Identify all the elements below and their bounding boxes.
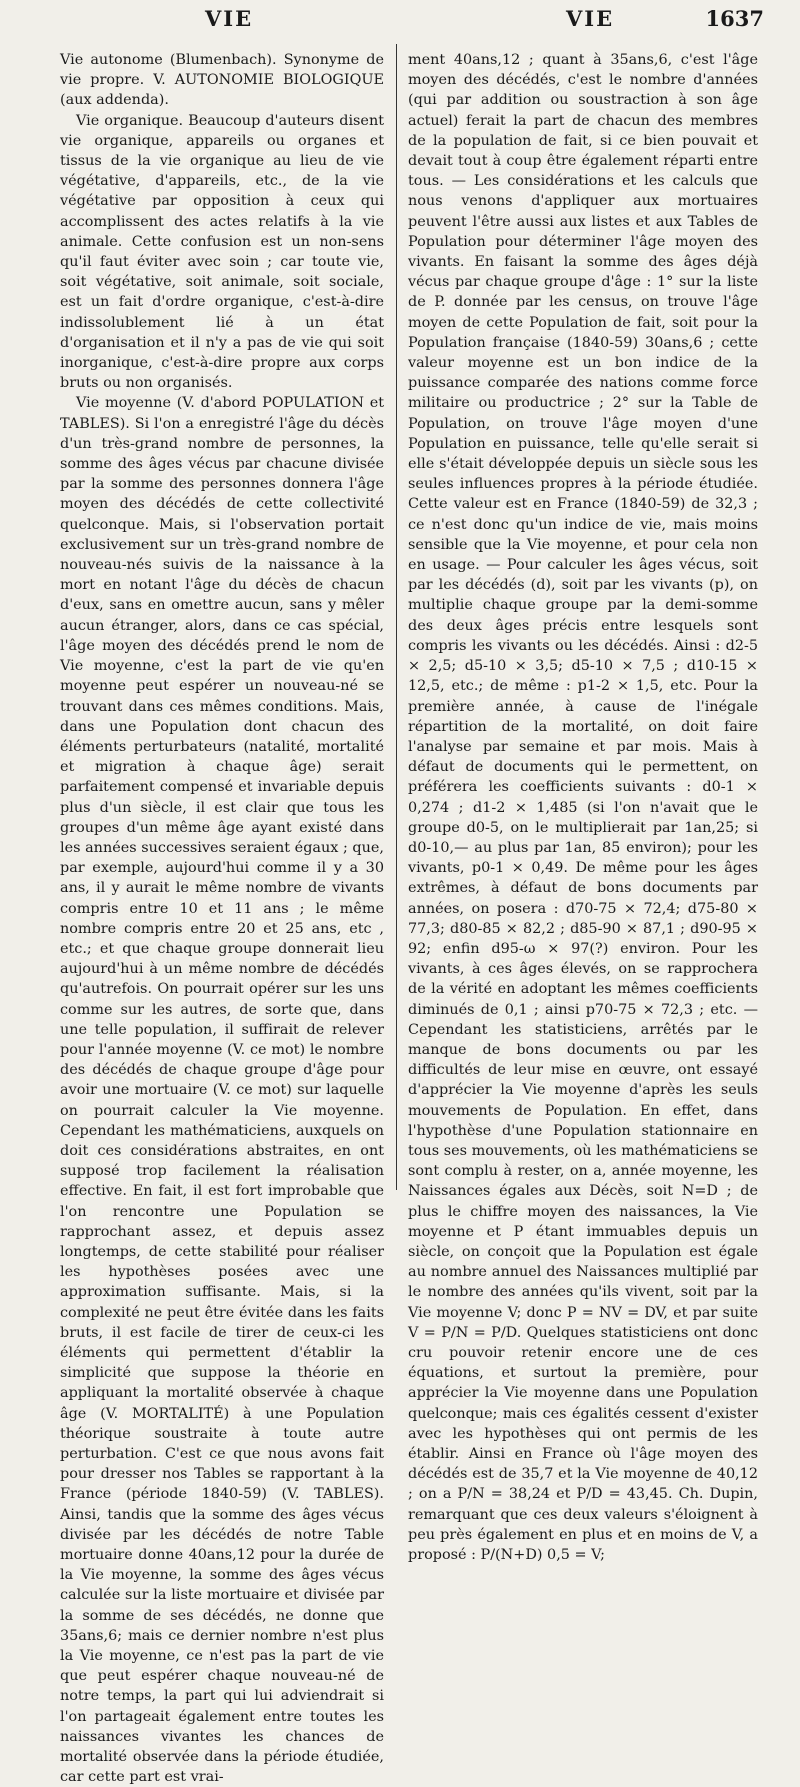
left-column xyxy=(60,50,384,1786)
column-divider xyxy=(396,44,397,1190)
entry-vie-moyenne-continued: ment 40ans,12 ; quant à 35ans,6, c'est l'âge moyen des décédés, c'est le nombre d'années (qui par addition ou soustraction à son âge actuel) ferait la part de chacun des membres de la population de fait, si ce bien pouvait et devait tout à coup être également réparti entre tous. — Les considérations et les calculs que nous venons d'appliquer aux mortuaires peuvent l'être aussi aux listes et aux Tables de Population pour déterminer l'âge moyen des vivants. En faisant la somme des âges déjà vécus par chaque groupe d'âge : 1° sur la liste de P. donnée par les census, on trouve l'âge moyen de cette Population de fait, soit pour la Population française (1840-59) 30ans,6 ; cette valeur moyenne est un bon indice de la puissance comparée des nations comme force militaire ou productrice ; 2° sur la Table de Population, on trouve l'âge moyen d'une Population en puissance, telle qu'elle serait si elle s'était développée depuis un siècle sous les seules influences propres à la période étudiée. Cette valeur est en France (1840-59) de 32,3 ; ce n'est donc qu'un indice de vie, mais moins sensible que la Vie moyenne, et pour cela non en usage. — Pour calculer les âges vécus, soit par les décédés (d), soit par les vivants (p), on multiplie chaque groupe par la demi-somme des deux âges précis entre lesquels sont compris les vivants ou les décédés. Ainsi : d2-5 × 2,5; d5-10 × 3,5; d5-10 × 7,5 ; d10-15 × 12,5, etc.; de même : p1-2 × 1,5, etc. Pour la première année, à cause de l'inégale répartition de la mortalité, on doit faire l'analyse par semaine et par mois. Mais à défaut de documents qui le permettent, on préférera les coefficients suivants : d0-1 × 0,274 ; d1-2 × 1,485 (si l'on n'avait que le groupe d0-5, on le multiplierait par 1an,25; si d0-10,— au plus par 1an, 85 environ); pour les vivants, p0-1 × 0,49. De même pour les âges extrêmes, à défaut de bons documents par années, on posera : d70-75 × 72,4; d75-80 × 77,3; d80-85 × 82,2 ; d85-90 × 87,1 ; d90-95 × 92; enfin d95-ω × 97(?) environ. Pour les vivants, à ces âges élevés, on se rapprochera de la vérité en adoptant les mêmes coefficients diminués de 0,1 ; ainsi p70-75 × 72,3 ; etc. — Cependant les statisticiens, arrêtés par le manque de bons documents ou par les difficultés de leur mise en œuvre, ont essayé d'apprécier la Vie moyenne d'après les seuls mouvements de Population. En effet, dans l'hypothèse d'une Population stationnaire en tous ses mouvements, où les mathématiciens se sont complu à rester, on a, année moyenne, les Naissances égales aux Décès, soit N=D ; de plus le chiffre moyen des naissances, la Vie moyenne et P étant immuables depuis un siècle, on conçoit que la Population est égale au nombre annuel des Naissances multiplié par le nombre des années qu'ils vivent, soit par la Vie moyenne V; donc P = NV = DV, et par suite V = P/N = P/D. Quelques statisticiens ont donc cru pouvoir retenir encore une de ces équations, et surtout la première, pour apprécier la Vie moyenne dans une Population quelconque; mais ces égalités cessent d'exister avec les hypothèses qui ont permis de les établir. Ainsi en France où l'âge moyen des décédés est de 35,7 et la Vie moyenne de 40,12 ; on a P/N = 38,24 et P/D = 43,45. Ch. Dupin, remarquant que ces deux valeurs s'éloignent à peu près également en plus et en moins de V, a proposé : P/(N+D) 0,5 = V; xyxy=(408,52,758,1564)
right-column xyxy=(408,50,758,1564)
running-head-right: VIE xyxy=(566,6,615,31)
page-number: 1637 xyxy=(705,6,764,31)
running-head-left: VIE xyxy=(205,6,254,31)
entry-vie-moyenne: Vie moyenne (V. d'abord POPULATION et TABLES). Si l'on a enregistré l'âge du décès d'un très-grand nombre de personnes, la somme des âges vécus par chacune divisée par la somme des personnes donnera l'âge moyen des décédés de cette collectivité quelconque. Mais, si l'observation portait exclusivement sur un très-grand nombre de nouveau-nés suivis de la naissance à la mort en notant l'âge du décès de chacun d'eux, sans en omettre aucun, sans y mêler aucun étranger, alors, dans ce cas spécial, l'âge moyen des décédés prend le nom de Vie moyenne, c'est la part de vie qu'en moyenne peut espérer un nouveau-né se trouvant dans ces mêmes conditions. Mais, dans une Population dont chacun des éléments perturbateurs (natalité, mortalité et migration à chaque âge) serait parfaitement compensé et invariable depuis plus d'un siècle, il est clair que tous les groupes d'un même âge ayant existé dans les années successives seraient égaux ; que, par exemple, aujourd'hui comme il y a 30 ans, il y aurait le même nombre de vivants compris entre 10 et 11 ans ; le même nombre compris entre 20 et 25 ans, etc , etc.; et que chaque groupe donnerait lieu aujourd'hui à un même nombre de décédés qu'autrefois. On pourrait opérer sur les uns comme sur les autres, de sorte que, dans une telle population, il suffirait de relever pour l'année moyenne (V. ce mot) le nombre des décédés de chaque groupe d'âge pour avoir une mortuaire (V. ce mot) sur laquelle on pourrait calculer la Vie moyenne. Cependant les mathématiciens, auxquels on doit ces considérations abstraites, en ont supposé trop facilement la réalisation effective. En fait, il est fort improbable que l'on rencontre une Population se rapprochant assez, et depuis assez longtemps, de cette stabilité pour réaliser les hypothèses posées avec une approximation suffisante. Mais, si la complexité ne peut être évitée dans les faits bruts, il est facile de tirer de ceux-ci les éléments qui permettent d'établir la simplicité que suppose la théorie en appliquant la mortalité observée à chaque âge (V. MORTALITÉ) à une Population théorique soustraite à toute autre perturbation. C'est ce que nous avons fait pour dresser nos Tables se rapportant à la France (période 1840-59) (V. TABLES). Ainsi, tandis que la somme des âges vécus divisée par les décédés de notre Table mortuaire donne 40ans,12 pour la durée de la Vie moyenne, la somme des âges vécus calculée sur la liste mortuaire et divisée par la somme de ses décédés, ne donne que 35ans,6; mais ce dernier nombre n'est plus la Vie moyenne, ce n'est pas la part de vie que peut espérer chaque nouveau-né de notre temps, la part qui lui adviendrait si l'on partageait également entre toutes les naissances vivantes les chances de mortalité observée dans la période étudiée, car cette part est vrai- xyxy=(60,395,384,1786)
entry-vie-organique: Vie organique. Beaucoup d'auteurs disent vie organique, appareils ou organes et tissus de la vie organique au lieu de vie végétative, d'appareils, etc., de la vie végétative par opposition à ceux qui accomplissent des actes relatifs à la vie animale. Cette confusion est un non-sens qu'il faut éviter avec soin ; car toute vie, soit végétative, soit animale, soit sociale, est un fait d'ordre organique, c'est-à-dire indissolublement lié à un état d'organisation et il n'y a pas de vie qui soit inorganique, c'est-à-dire propre aux corps bruts ou non organisés. xyxy=(60,112,384,392)
entry-vie-autonome: Vie autonome (Blumenbach). Synonyme de vie propre. V. AUTONOMIE BIOLOGIQUE (aux addenda). xyxy=(60,52,384,109)
